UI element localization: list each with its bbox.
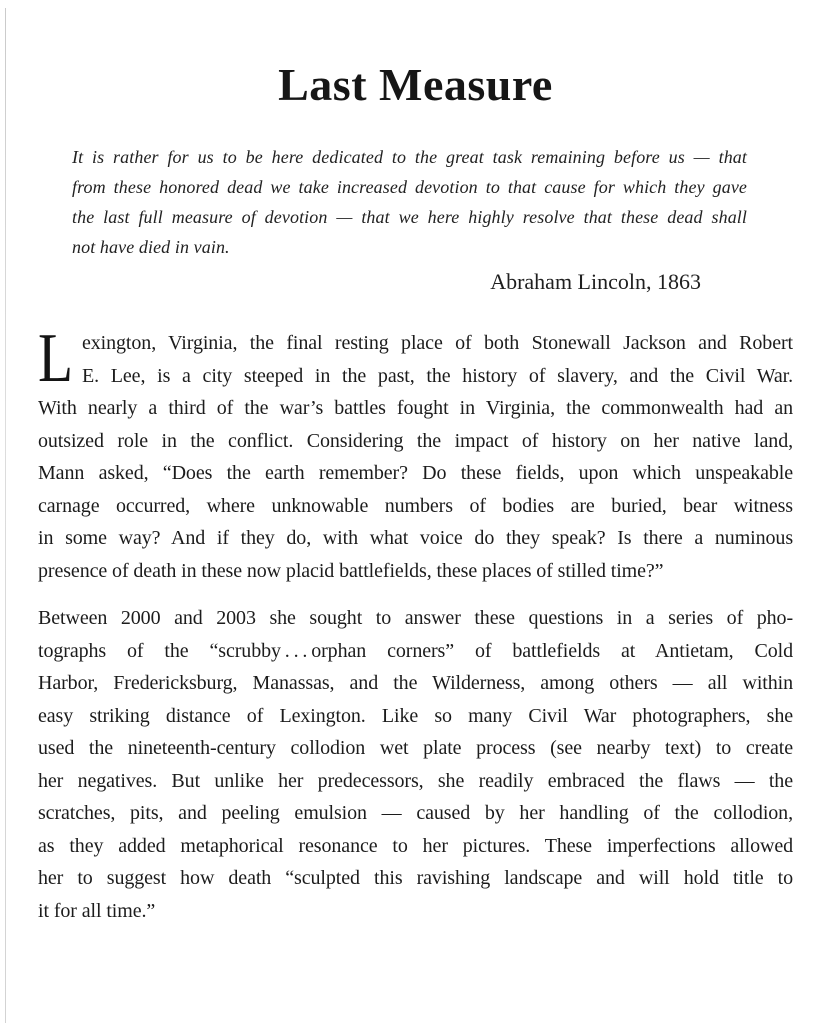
text-line: tographs of the “scrubby . . . orphan corners” of battlefields at Antietam, Cold xyxy=(38,639,793,662)
paragraph-1 xyxy=(38,320,793,587)
text-line: Mann asked, “Does the earth remember? Do these fields, upon which unspeakable xyxy=(38,462,793,484)
text-line: scratches, pits, and peeling emulsion — caused by her handling of the collodion, xyxy=(38,802,793,824)
text-line: it for all time.” xyxy=(38,899,156,922)
text-line: in some way? And if they do, with what voice do they speak? Is there a numinous xyxy=(38,527,793,549)
text-line: from these honored dead we take increased devotion to that cause for which they gave xyxy=(72,177,747,197)
text-line: her negatives. But unlike her predecessors, she readily embraced the flaws — the xyxy=(38,769,793,792)
epigraph xyxy=(72,142,747,297)
text-line: her to suggest how death “sculpted this ravishing landscape and will hold title to xyxy=(38,867,793,889)
text-line: used the nineteenth-century collodion wet plate process (see nearby text) to create xyxy=(38,737,793,759)
text-line: exington, Virginia, the final resting place of both Stonewall Jackson and Robert xyxy=(82,332,793,354)
paragraph-2 xyxy=(38,602,793,927)
chapter-title: Last Measure xyxy=(278,59,553,110)
epigraph-attribution: Abraham Lincoln, 1863 xyxy=(490,269,701,294)
body-text xyxy=(38,320,793,927)
drop-cap: L xyxy=(38,320,73,397)
text-line: as they added metaphorical resonance to her pictures. These imperfections allowed xyxy=(38,834,793,857)
text-line: presence of death in these now placid battlefields, these places of stilled time?” xyxy=(38,559,664,582)
epigraph-quote xyxy=(72,142,747,262)
text-line: carnage occurred, where unknowable numbers of bodies are buried, bear witness xyxy=(38,494,793,517)
text-line: Harbor, Fredericksburg, Manassas, and the Wilderness, among others — all within xyxy=(38,672,793,694)
text-line: It is rather for us to be here dedicated to the great task remaining before us — that xyxy=(72,147,747,167)
text-line: With nearly a third of the war’s battles fought in Virginia, the commonwealth had an xyxy=(38,397,793,419)
text-line: E. Lee, is a city steeped in the past, the history of slavery, and the Civil War. xyxy=(82,364,793,387)
text-line: the last full measure of devotion — that we here highly resolve that these dead shall xyxy=(72,207,747,227)
text-line: outsized role in the conflict. Considering the impact of history on her native land, xyxy=(38,429,793,452)
text-line: not have died in vain. xyxy=(72,237,230,257)
text-line: Between 2000 and 2003 she sought to answer these questions in a series of pho- xyxy=(38,607,793,629)
text-line: easy striking distance of Lexington. Like so many Civil War photographers, she xyxy=(38,704,793,727)
